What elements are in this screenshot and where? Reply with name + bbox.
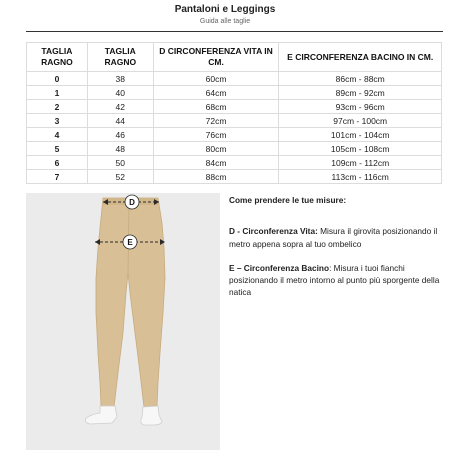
- hip-instruction-label: E – Circonferenza Bacino: [229, 262, 330, 273]
- column-header-hip: E CIRCONFERENZA BACINO IN CM.: [279, 43, 442, 72]
- table-cell: 52: [87, 170, 153, 184]
- table-cell: 48: [87, 142, 153, 156]
- hip-marker-label: E: [127, 238, 133, 247]
- instructions-heading: Come prendere le tue misure:: [229, 195, 347, 205]
- table-cell: 89cm - 92cm: [279, 86, 442, 100]
- table-cell: 5: [27, 142, 88, 156]
- table-cell: 80cm: [153, 142, 279, 156]
- table-cell: 1: [27, 86, 88, 100]
- table-cell: 84cm: [153, 156, 279, 170]
- table-cell: 109cm - 112cm: [279, 156, 442, 170]
- table-cell: 42: [87, 100, 153, 114]
- table-cell: 50: [87, 156, 153, 170]
- table-cell: 113cm - 116cm: [279, 170, 442, 184]
- table-cell: 86cm - 88cm: [279, 72, 442, 86]
- measurement-instructions: [229, 194, 443, 311]
- table-cell: 64cm: [153, 86, 279, 100]
- table-cell: 46: [87, 128, 153, 142]
- table-cell: 72cm: [153, 114, 279, 128]
- size-table: [26, 42, 442, 184]
- table-cell: 105cm - 108cm: [279, 142, 442, 156]
- table-cell: 44: [87, 114, 153, 128]
- table-cell: 6: [27, 156, 88, 170]
- table-cell: 97cm - 100cm: [279, 114, 442, 128]
- table-cell: 0: [27, 72, 88, 86]
- table-cell: 76cm: [153, 128, 279, 142]
- table-cell: 7: [27, 170, 88, 184]
- hip-instruction-text: : Misura i tuoi fianchi posizionando il metro intorno al punto più sporgente della natica: [229, 262, 440, 298]
- page-title: Pantaloni e Leggings: [174, 4, 276, 15]
- pants-measurement-figure: [26, 193, 220, 450]
- table-cell: 4: [27, 128, 88, 142]
- table-cell: 88cm: [153, 170, 279, 184]
- table-row: [27, 156, 442, 170]
- table-row: [27, 142, 442, 156]
- table-cell: 68cm: [153, 100, 279, 114]
- column-header-size-it: TAGLIA RAGNO: [87, 43, 153, 72]
- table-cell: 60cm: [153, 72, 279, 86]
- table-row: [27, 128, 442, 142]
- table-header-row: [27, 43, 442, 72]
- column-header-waist: D CIRCONFERENZA VITA IN CM.: [153, 43, 279, 72]
- waist-marker-label: D: [129, 198, 135, 207]
- table-row: [27, 86, 442, 100]
- table-cell: 2: [27, 100, 88, 114]
- table-cell: 101cm - 104cm: [279, 128, 442, 142]
- table-cell: 3: [27, 114, 88, 128]
- table-cell: 40: [87, 86, 153, 100]
- hip-instruction: [229, 262, 443, 299]
- table-row: [27, 170, 442, 184]
- table-row: [27, 100, 442, 114]
- table-row: [27, 72, 442, 86]
- page-subtitle: Guida alle taglie: [199, 18, 251, 25]
- column-header-size: TAGLIA RAGNO: [27, 43, 88, 72]
- table-cell: 38: [87, 72, 153, 86]
- waist-instruction: [229, 225, 443, 250]
- table-cell: 93cm - 96cm: [279, 100, 442, 114]
- waist-instruction-label: D - Circonferenza Vita:: [229, 226, 318, 237]
- table-row: [27, 114, 442, 128]
- waist-instruction-text: Misura il girovita posizionando il metro appena sopra al tuo ombelico: [229, 226, 438, 249]
- header-divider: [26, 31, 443, 32]
